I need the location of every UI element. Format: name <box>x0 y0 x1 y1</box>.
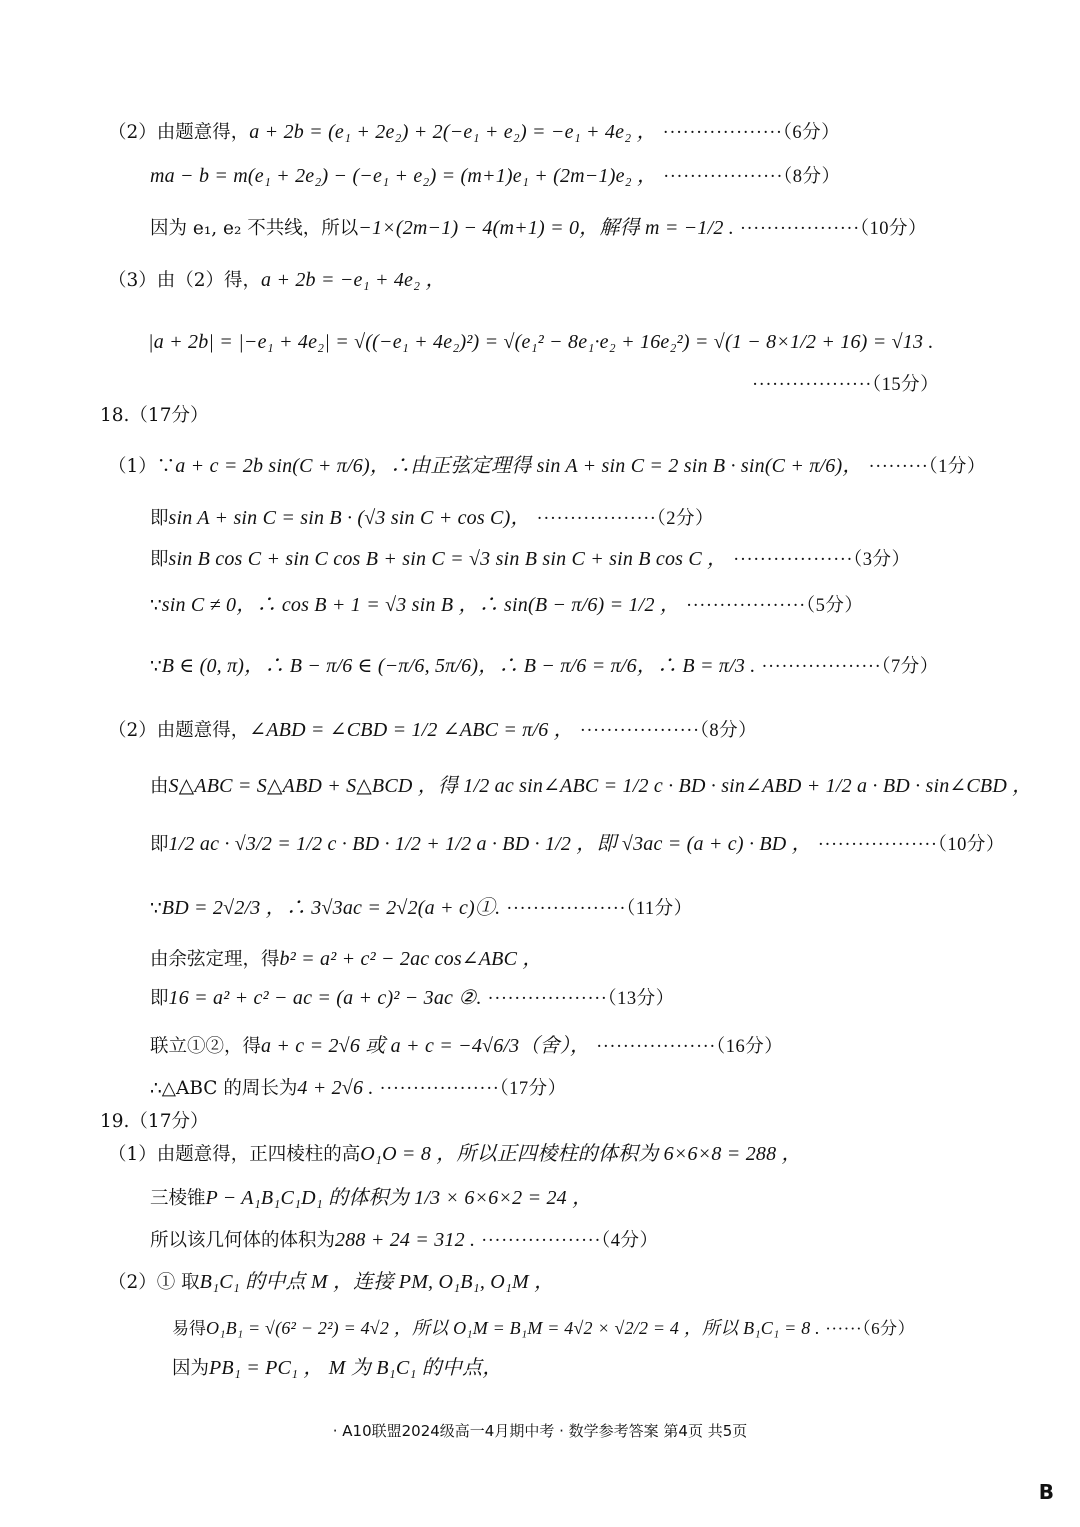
line-16 <box>150 896 693 921</box>
line-score: ··················（10分） <box>739 219 928 239</box>
line-19 <box>150 1034 783 1059</box>
line-text: 即 <box>150 834 169 855</box>
line-math: 1/2 ac · √3/2 = 1/2 c · BD · 1/2 + 1/2 a · BD · 1/2 ，即 √3ac = (a + c) · BD ， <box>168 833 812 855</box>
line-text: ∵ <box>150 656 162 677</box>
line-math: S△ABC = S△ABD + S△BCD ，得 1/2 ac sin∠ABC = 1/2 c · BD · sin∠ABD + 1/2 a · BD · sin∠CBD ， <box>168 775 1033 797</box>
line-math: sin A + sin C = sin B · (√3 sin C + cos C)， <box>168 507 531 529</box>
line-math: 16 = a² + c² − ac = (a + c)² − 3ac ②. <box>168 987 482 1009</box>
line-25 <box>108 1270 554 1295</box>
line-26 <box>172 1316 915 1341</box>
line-score: ··················（2分） <box>536 509 714 529</box>
line-score: ··················（8分） <box>579 721 758 741</box>
line-score: ··················（11分） <box>506 899 693 919</box>
line-math: B ∈ (0, π)，∴ B − π/6 ∈ (−π/6, 5π/6)，∴ B − π/6 = π/6，∴ B = π/3 . <box>161 655 756 677</box>
corner-mark: B <box>1038 1480 1054 1504</box>
line-15 <box>150 832 1005 857</box>
line-14 <box>150 774 1032 799</box>
line-3 <box>150 216 927 241</box>
line-score: ··················（15分） <box>752 375 940 395</box>
line-7 <box>100 404 208 428</box>
line-17 <box>150 947 543 972</box>
line-text: 三棱锥 <box>150 1188 206 1209</box>
line-math: a + 2b = −e₁ + 4e₂ ， <box>261 269 446 291</box>
line-text: 即 <box>150 508 169 529</box>
line-math: −1×(2m−1) − 4(m+1) = 0，解得 m = −1/2 . <box>358 217 734 239</box>
line-13 <box>108 718 757 743</box>
line-text: 联立①②，得 <box>150 1036 262 1057</box>
line-12 <box>150 654 939 679</box>
section-heading: 18.（17分） <box>100 405 209 426</box>
line-score: ······（6分） <box>825 1319 916 1338</box>
line-math: sin B cos C + sin C cos B + sin C = √3 sin B sin C + sin B cos C ， <box>168 548 728 570</box>
line-math: BD = 2√2/3 ，∴ 3√3ac = 2√2(a + c)①. <box>161 897 501 919</box>
line-text: ∵ <box>150 595 162 616</box>
line-21 <box>100 1110 208 1134</box>
line-math: O₁O = 8 ，所以正四棱柱的体积为 6×6×8 = 288 ， <box>360 1143 802 1165</box>
line-22 <box>108 1142 802 1167</box>
line-11 <box>150 593 863 618</box>
line-5 <box>148 330 934 355</box>
line-text: ∴△ABC 的周长为 <box>150 1078 298 1099</box>
line-8 <box>108 454 986 479</box>
line-score: ··················（13分） <box>487 989 675 1009</box>
line-text: 易得 <box>172 1319 206 1339</box>
line-text: 所以该几何体的体积为 <box>150 1230 336 1251</box>
line-math: ma − b = m(e₁ + 2e₂) − (−e₁ + e₂) = (m+1)e₁ + (2m−1)e₂ ， <box>150 165 658 187</box>
line-math: B₁C₁ 的中点 M ，连接 PM, O₁B₁, O₁M ， <box>199 1271 555 1293</box>
line-text: （1）∵ <box>108 456 176 477</box>
line-2 <box>150 164 841 189</box>
line-text: （2）由题意得， <box>108 122 250 143</box>
line-6 <box>752 372 939 397</box>
line-text: ∵ <box>150 898 162 919</box>
line-math: a + c = 2b sin(C + π/6)，∴由正弦定理得 sin A + sin C = 2 sin B · sin(C + π/6)， <box>175 455 863 477</box>
line-score: ··················（16分） <box>596 1037 784 1057</box>
line-math: a + 2b = (e₁ + 2e₂) + 2(−e₁ + e₂) = −e₁ + 4e₂ ， <box>249 121 657 143</box>
line-text: （1）由题意得，正四棱柱的高 <box>108 1144 361 1165</box>
line-math: sin C ≠ 0，∴ cos B + 1 = √3 sin B ，∴ sin(B − π/6) = 1/2 ， <box>161 594 681 616</box>
line-text: 即 <box>150 988 169 1009</box>
section-heading: 19.（17分） <box>100 1111 209 1132</box>
line-score: ··················（4分） <box>481 1231 659 1251</box>
line-24 <box>150 1228 659 1253</box>
line-math: O₁B₁ = √(6² − 2²) = 4√2 ，所以 O₁M = B₁M = 4√2 × √2/2 = 4 ，所以 B₁C₁ = 8 . <box>206 1318 820 1338</box>
line-23 <box>150 1186 592 1211</box>
line-text: （2）① 取 <box>108 1272 200 1293</box>
line-4 <box>108 268 446 293</box>
line-text: （3）由（2）得， <box>108 270 262 291</box>
line-score: ··················（3分） <box>733 550 911 570</box>
line-score: ··················（7分） <box>761 657 939 677</box>
line-text: 由 <box>150 776 169 797</box>
line-math: P − A₁B₁C₁D₁ 的体积为 1/3 × 6×6×2 = 24 ， <box>205 1187 593 1209</box>
line-math: b² = a² + c² − 2ac cos∠ABC ， <box>279 948 543 970</box>
line-score: ··················（6分） <box>662 123 841 143</box>
page-footer: · A10联盟2024级高一4月期中考 · 数学参考答案 第4页 共5页 <box>332 1422 748 1440</box>
line-math: |a + 2b| = |−e₁ + 4e₂| = √((−e₁ + 4e₂)²) = √(e₁² − 8e₁·e₂ + 16e₂²) = √(1 − 8×1/2 + 16) = √13 . <box>148 331 934 353</box>
line-text: 由余弦定理，得 <box>150 949 280 970</box>
line-text: 因为 e₁, e₂ 不共线，所以 <box>150 218 359 239</box>
line-20 <box>150 1076 567 1101</box>
line-math: 4 + 2√6 . <box>297 1077 374 1099</box>
line-1 <box>108 120 840 145</box>
line-18 <box>150 986 675 1011</box>
line-math: PB₁ = PC₁ ， M 为 B₁C₁ 的中点， <box>209 1357 503 1379</box>
line-score: ··················（8分） <box>663 167 841 187</box>
line-text: 即 <box>150 549 169 570</box>
line-27 <box>172 1356 503 1381</box>
line-text: （2）由题意得， <box>108 720 250 741</box>
line-math: a + c = 2√6 或 a + c = −4√6/3（舍）， <box>261 1035 591 1057</box>
line-10 <box>150 547 911 572</box>
line-math: ∠ABD = ∠CBD = 1/2 ∠ABC = π/6 ， <box>249 719 574 741</box>
line-score: ··················（10分） <box>817 835 1005 855</box>
line-math: 288 + 24 = 312 . <box>335 1229 476 1251</box>
line-score: ·········（1分） <box>868 457 986 477</box>
line-score: ··················（17分） <box>379 1079 567 1099</box>
line-text: 因为 <box>172 1358 210 1379</box>
line-9 <box>150 506 714 531</box>
line-score: ··················（5分） <box>685 596 864 616</box>
